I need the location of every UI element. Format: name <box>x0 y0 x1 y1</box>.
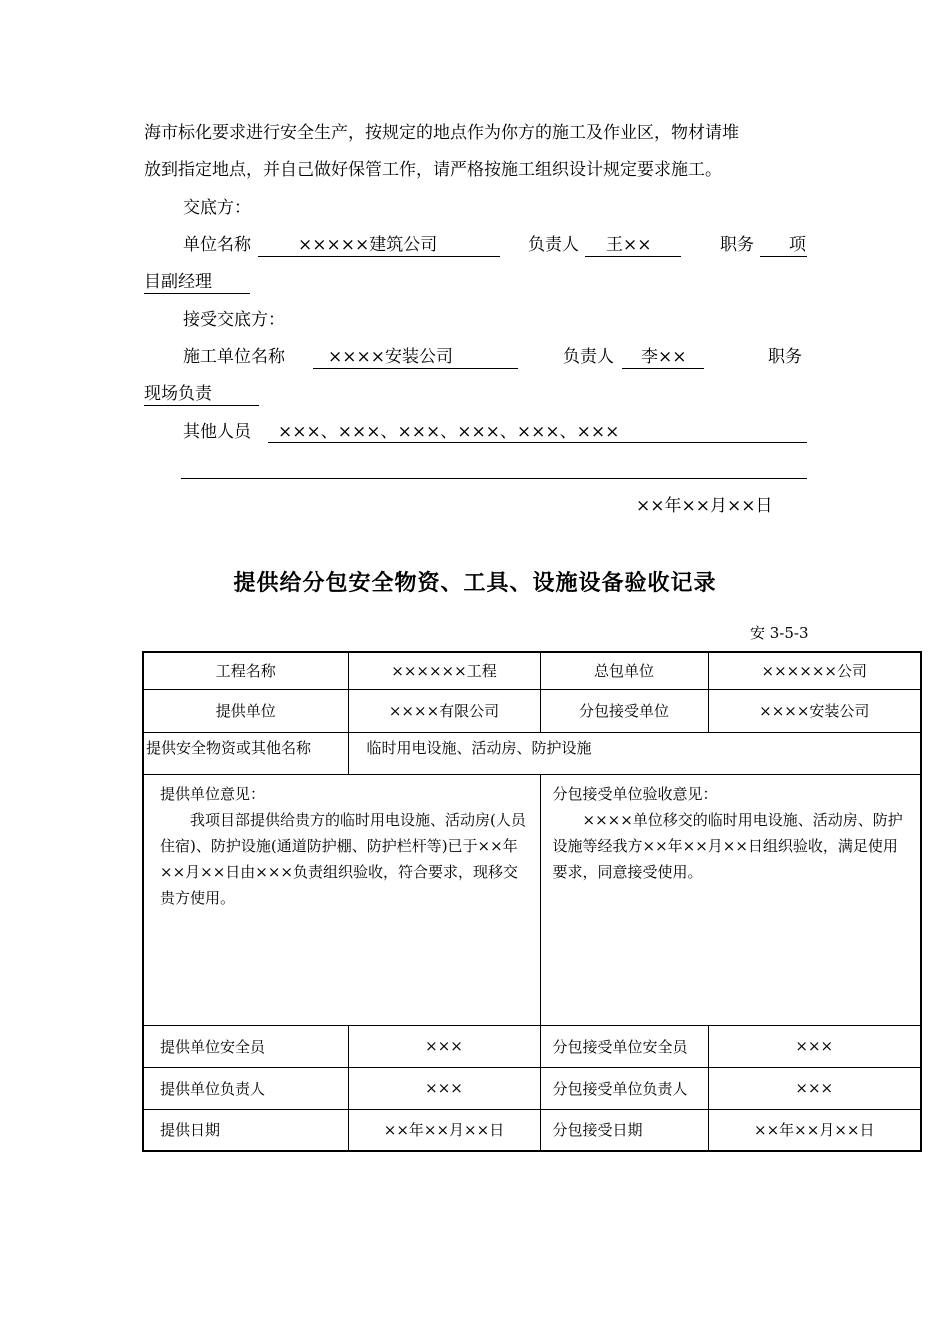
table-row <box>143 689 921 732</box>
table-row <box>143 1067 921 1109</box>
handover-position-label: 职务 <box>720 235 754 255</box>
provider-opinion-text: 我项目部提供给贵方的临时用电设施、活动房(人员住宿)、防护设施(通道防护棚、防护栏杆等)已于××年××月××日由×××负责组织验收，符合要求，现移交贵方使用。 <box>160 810 526 907</box>
provider-opinion-label: 提供单位意见： <box>160 784 266 803</box>
handover-position-value-2: 目副经理 <box>144 272 212 292</box>
receiver-head-label: 分包接受单位负责人 <box>540 1067 708 1109</box>
provider-opinion-cell <box>143 774 540 1025</box>
handover-position-value-1: 项 <box>789 235 806 255</box>
receiver-others-value: ×××、×××、×××、×××、×××、××× <box>278 422 620 442</box>
provider-label: 提供单位 <box>143 689 348 732</box>
receiver-position-label: 职务 <box>768 347 802 367</box>
receiver-unit-value: ××××安装公司 <box>328 347 453 367</box>
receiver-position-underline <box>144 405 259 406</box>
receiver-head-value: ××× <box>708 1067 921 1109</box>
sub-receiver-label: 分包接受单位 <box>540 689 708 732</box>
table-row <box>143 1109 921 1151</box>
receiver-position-value: 现场负责 <box>144 384 212 404</box>
receive-date-label: 分包接受日期 <box>540 1109 708 1151</box>
form-title: 提供给分包安全物资、工具、设施设备验收记录 <box>233 571 717 596</box>
provider-head-label: 提供单位负责人 <box>143 1067 348 1109</box>
general-contractor-value: ××××××公司 <box>708 652 921 689</box>
items-value: 临时用电设施、活动房、防护设施 <box>348 732 921 774</box>
receiver-opinion-cell <box>540 774 921 1025</box>
receiver-person-label: 负责人 <box>563 347 614 367</box>
acceptance-record-table <box>142 651 922 1152</box>
project-name-label: 工程名称 <box>143 652 348 689</box>
sub-receiver-value: ××××安装公司 <box>708 689 921 732</box>
blank-underline <box>181 478 807 479</box>
receiver-unit-label: 施工单位名称 <box>183 347 285 367</box>
form-code: 安 3-5-3 <box>750 624 809 642</box>
handover-person-value: 王×× <box>606 235 652 255</box>
paragraph-line-2: 放到指定地点，并自己做好保管工作，请严格按施工组织设计规定要求施工。 <box>144 160 722 180</box>
receiver-opinion-text: ××××单位移交的临时用电设施、活动房、防护设施等经我方××年××月××日组织验收，满足使用要求，同意接受使用。 <box>552 810 903 881</box>
provider-value: ××××有限公司 <box>348 689 540 732</box>
table-row <box>143 652 921 689</box>
table-row <box>143 732 921 774</box>
handover-unit-value: ×××××建筑公司 <box>298 235 438 255</box>
paragraph-line-1: 海市标化要求进行安全生产，按规定的地点作为你方的施工及作业区，物材请堆 <box>144 123 739 143</box>
general-contractor-label: 总包单位 <box>540 652 708 689</box>
provide-date-label: 提供日期 <box>143 1109 348 1151</box>
handover-person-label: 负责人 <box>528 235 579 255</box>
document-date: ××年××月××日 <box>636 496 773 516</box>
provider-safety-label: 提供单位安全员 <box>143 1025 348 1067</box>
handover-party-label: 交底方： <box>183 198 251 218</box>
receiver-others-label: 其他人员 <box>183 422 251 442</box>
table-row <box>143 1025 921 1067</box>
receiver-opinion-label: 分包接受单位验收意见： <box>552 784 718 803</box>
provider-safety-value: ××× <box>348 1025 540 1067</box>
handover-unit-label: 单位名称 <box>183 235 251 255</box>
receiver-person-value: 李×× <box>641 347 687 367</box>
provide-date-value: ××年××月××日 <box>348 1109 540 1151</box>
items-label: 提供安全物资或其他名称 <box>143 732 348 774</box>
handover-position-underline-2 <box>144 293 250 294</box>
table-row <box>143 774 921 1025</box>
provider-head-value: ××× <box>348 1067 540 1109</box>
receive-date-value: ××年××月××日 <box>708 1109 921 1151</box>
receiver-safety-label: 分包接受单位安全员 <box>540 1025 708 1067</box>
project-name-value: ××××××工程 <box>348 652 540 689</box>
receiver-party-label: 接受交底方： <box>183 310 285 330</box>
receiver-safety-value: ××× <box>708 1025 921 1067</box>
